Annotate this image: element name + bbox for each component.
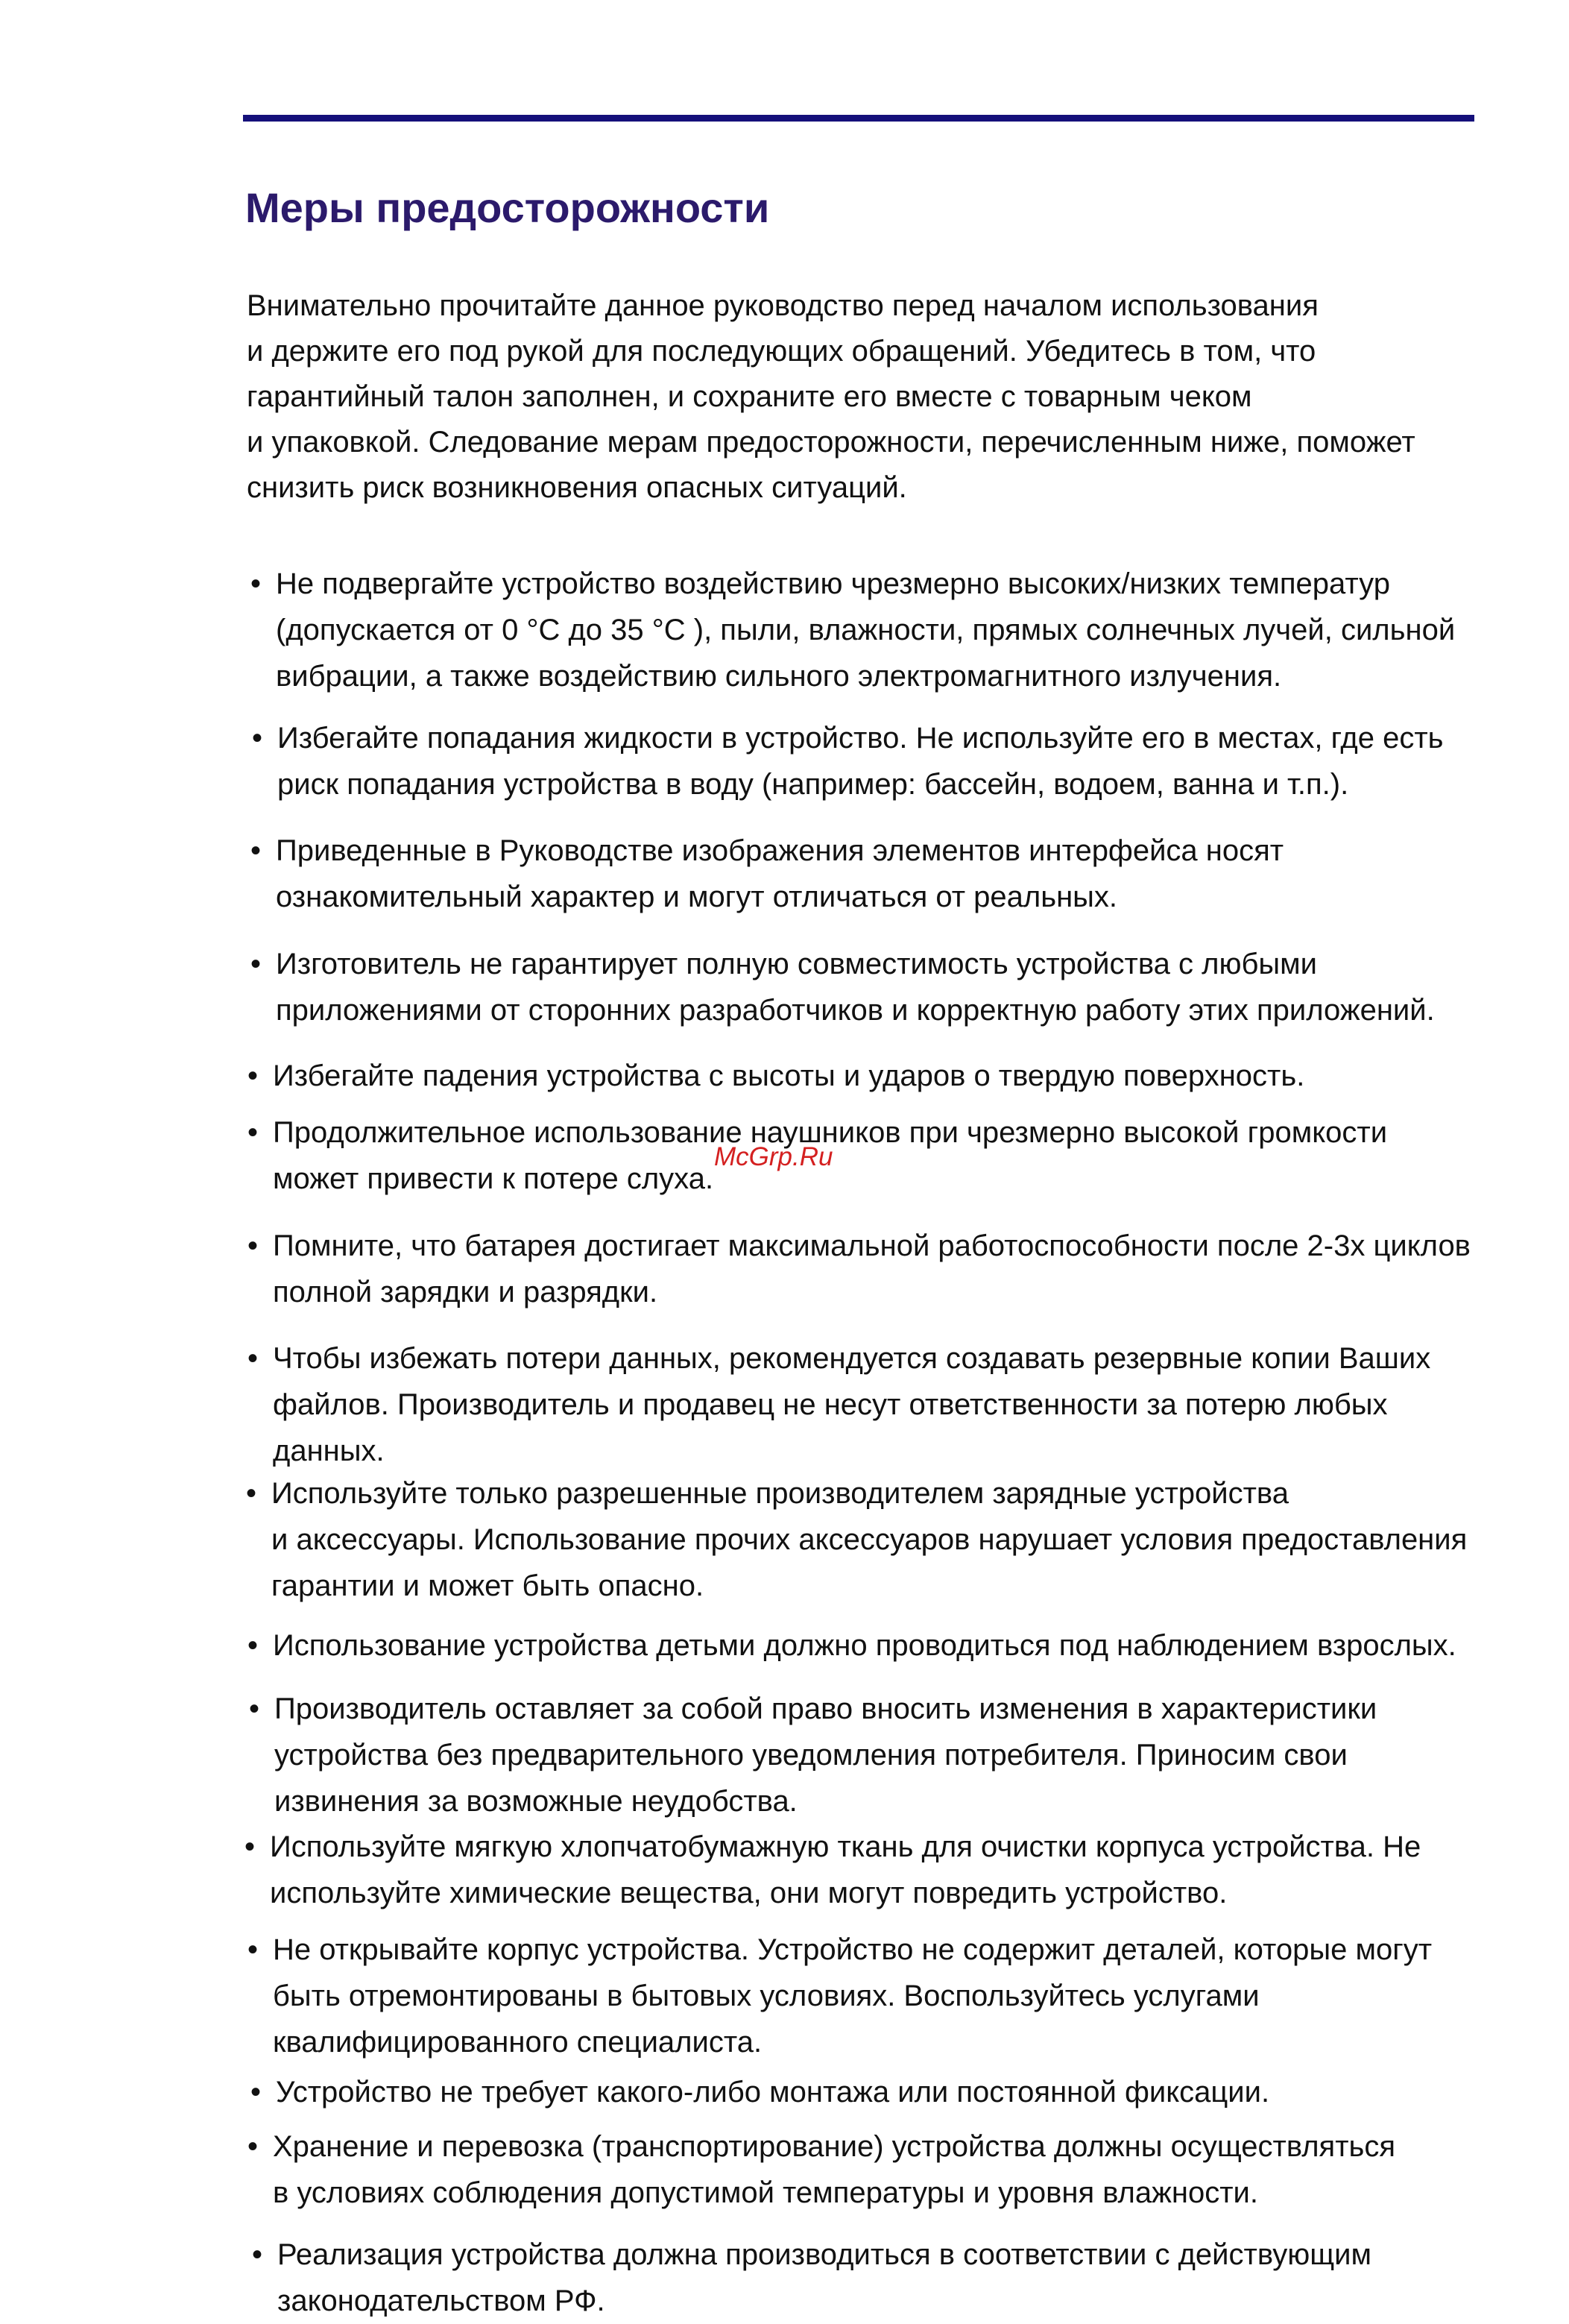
bullet-dot-icon: • [249, 1692, 260, 1725]
list-item-line: полной зарядки и разрядки. [273, 1276, 658, 1309]
list-item-line: Избегайте попадания жидкости в устройство. Не используйте его в местах, где есть [277, 722, 1444, 755]
list-item [252, 2232, 1371, 2324]
list-item [249, 1686, 1377, 1824]
list-item [247, 1053, 1305, 1099]
watermark: McGrp.Ru [714, 1142, 833, 1171]
list-item-line: в условиях соблюдения допустимой температуры и уровня влажности. [273, 2176, 1259, 2209]
list-item-line: гарантии и может быть опасно. [271, 1569, 704, 1602]
list-item-line: Использование устройства детьми должно проводиться под наблюдением взрослых. [273, 1629, 1456, 1662]
list-item-line: законодательством РФ. [277, 2284, 605, 2317]
list-item-line: Устройство не требует какого-либо монтажа или постоянной фиксации. [276, 2076, 1270, 2109]
list-item-line: Производитель оставляет за собой право вносить изменения в характеристики [274, 1692, 1377, 1725]
bullet-dot-icon: • [247, 1342, 259, 1375]
intro-line: и держите его под рукой для последующих обращений. Убедитесь в том, что [247, 335, 1316, 368]
bullet-dot-icon: • [247, 1229, 259, 1262]
list-item-line: устройства без предварительного уведомления потребителя. Приносим свои [274, 1739, 1348, 1772]
list-item-line: Избегайте падения устройства с высоты и ударов о твердую поверхность. [273, 1059, 1305, 1092]
list-item-line: приложениями от сторонних разработчиков и корректную работу этих приложений. [276, 994, 1435, 1027]
list-item-line: квалифицированного специалиста. [273, 2026, 763, 2059]
list-item-line: быть отремонтированы в бытовых условиях. Воспользуйтесь услугами [273, 1980, 1260, 2012]
list-item [250, 828, 1284, 920]
bullet-dot-icon: • [247, 1116, 259, 1149]
list-item [247, 2123, 1396, 2216]
list-item [244, 1824, 1421, 1916]
list-item-line: Чтобы избежать потери данных, рекомендуется создавать резервные копии Ваших [273, 1342, 1431, 1375]
page-title: Меры предосторожности [245, 184, 770, 231]
bullet-dot-icon: • [247, 2130, 259, 2163]
list-item-line: ознакомительный характер и могут отличаться от реальных. [276, 881, 1118, 913]
list-item-line: Используйте мягкую хлопчатобумажную ткань для очистки корпуса устройства. Не [270, 1830, 1421, 1863]
bullet-dot-icon: • [247, 1933, 259, 1966]
list-item [247, 1622, 1456, 1669]
list-item [250, 2069, 1270, 2115]
list-item [250, 941, 1435, 1033]
list-item-line: (допускается от 0 °С до 35 °С ), пыли, влажности, прямых солнечных лучей, сильной [276, 614, 1456, 646]
list-item [252, 715, 1444, 807]
intro-line: и упаковкой. Следование мерам предосторожности, перечисленным ниже, поможет [247, 426, 1415, 459]
list-item [247, 1335, 1431, 1474]
list-item-line: риск попадания устройства в воду (например: бассейн, водоем, ванна и т.п.). [277, 768, 1349, 801]
list-item-line: Хранение и перевозка (транспортирование) устройства должны осуществляться [273, 2130, 1396, 2163]
bullet-dot-icon: • [246, 1477, 257, 1510]
list-item-line: Помните, что батарея достигает максимальной работоспособности после 2-3х циклов [273, 1229, 1471, 1262]
bullet-dot-icon: • [252, 722, 263, 755]
list-item-line: вибрации, а также воздействию сильного электромагнитного излучения. [276, 660, 1282, 693]
list-item-line: Не открывайте корпус устройства. Устройство не содержит деталей, которые могут [273, 1933, 1433, 1966]
list-item-line: и аксессуары. Использование прочих аксессуаров нарушает условия предоставления [271, 1523, 1468, 1556]
bullet-dot-icon: • [244, 1830, 256, 1863]
list-item [250, 561, 1456, 699]
list-item-line: файлов. Производитель и продавец не несут ответственности за потерю любых [273, 1388, 1388, 1421]
list-item [247, 1223, 1471, 1315]
bullet-dot-icon: • [250, 948, 262, 980]
list-item-line: используйте химические вещества, они могут повредить устройство. [270, 1877, 1228, 1909]
list-item-line: Изготовитель не гарантирует полную совместимость устройства с любыми [276, 948, 1317, 980]
bullet-dot-icon: • [250, 567, 262, 600]
list-item-line: извинения за возможные неудобства. [274, 1785, 798, 1818]
list-item-line: Приведенные в Руководстве изображения элементов интерфейса носят [276, 834, 1284, 867]
list-item [247, 1927, 1433, 2065]
list-item-line: может привести к потере слуха. [273, 1162, 714, 1195]
intro-line: гарантийный талон заполнен, и сохраните его вместе с товарным чеком [247, 380, 1252, 413]
intro-line: снизить риск возникновения опасных ситуаций. [247, 471, 907, 504]
bullet-dot-icon: • [250, 2076, 262, 2109]
list-item [246, 1470, 1468, 1609]
list-item-line: Реализация устройства должна производиться в соответствии с действующим [277, 2238, 1371, 2271]
list-item-line: Продолжительное использование наушников при чрезмерно высокой громкости [273, 1116, 1388, 1149]
bullet-dot-icon: • [247, 1059, 259, 1092]
bullet-dot-icon: • [250, 834, 262, 867]
bullet-dot-icon: • [252, 2238, 263, 2271]
bullet-dot-icon: • [247, 1629, 259, 1662]
list-item-line: Не подвергайте устройство воздействию чрезмерно высоких/низких температур [276, 567, 1390, 600]
list-item-line: данных. [273, 1435, 385, 1467]
intro-line: Внимательно прочитайте данное руководство перед началом использования [247, 289, 1319, 322]
list-item-line: Используйте только разрешенные производителем зарядные устройства [271, 1477, 1289, 1510]
